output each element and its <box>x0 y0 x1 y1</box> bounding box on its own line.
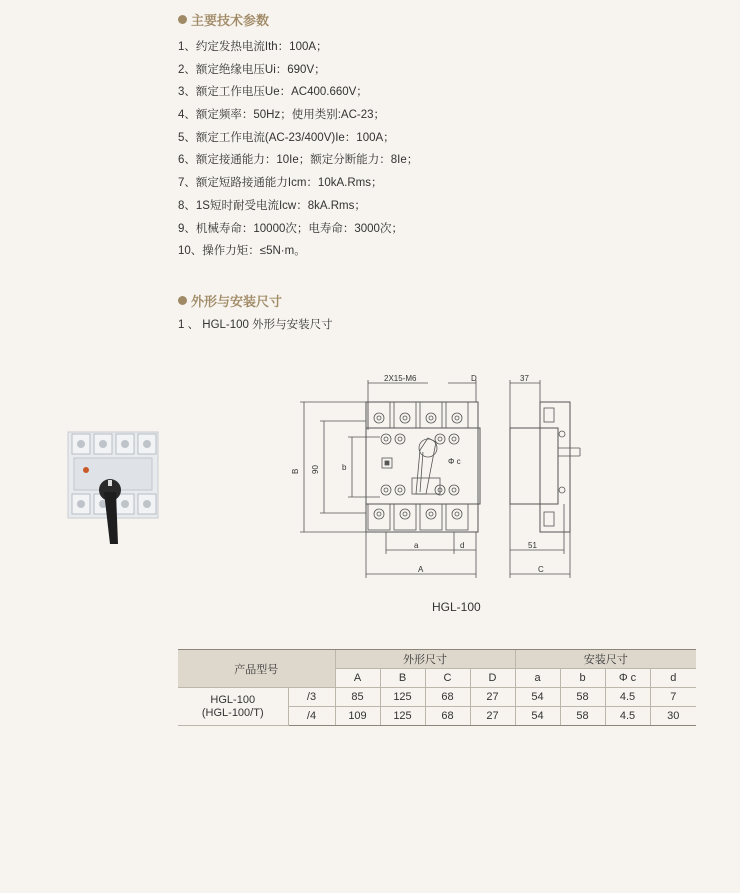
dimension-table <box>178 649 696 726</box>
table-cell: 109 <box>335 707 380 726</box>
spec-item: 2、额定绝缘电压Ui：690V； <box>178 63 326 76</box>
table-cell: 27 <box>470 688 515 707</box>
table-header-outline: 外形尺寸 <box>335 650 515 669</box>
spec-item: 4、额定频率：50Hz；使用类别:AC-23； <box>178 109 386 122</box>
table-cell: 125 <box>380 688 425 707</box>
section-title-specs <box>178 10 269 29</box>
dim-label-51: 51 <box>528 541 537 550</box>
table-col-D: D <box>470 669 515 688</box>
section-title-text: 主要技术参数 <box>191 13 270 28</box>
table-col-C: C <box>425 669 470 688</box>
table-cell: 7 <box>650 688 696 707</box>
dim-label-37: 37 <box>520 374 529 383</box>
table-cell: 54 <box>515 688 560 707</box>
table-header-install: 安装尺寸 <box>515 650 696 669</box>
spec-item: 6、额定接通能力：10Ie；额定分断能力：8Ie； <box>178 154 419 167</box>
dim-label-d: d <box>460 541 465 550</box>
spec-list <box>178 36 418 263</box>
spec-item: 1、约定发热电流Ith：100A； <box>178 41 328 53</box>
drawing-caption: HGL-100 <box>432 600 481 614</box>
table-cell: 85 <box>335 688 380 707</box>
spec-item: 5、额定工作电流(AC-23/400V)Ie：100A； <box>178 131 395 144</box>
dim-label-D: D <box>471 374 477 383</box>
table-cell: 4.5 <box>605 707 650 726</box>
table-cell: 30 <box>650 707 696 726</box>
table-col-phic: Φ c <box>605 669 650 688</box>
dim-label-a: a <box>414 541 419 550</box>
product-photo <box>64 428 162 550</box>
table-col-d: d <box>650 669 696 688</box>
model-name: HGL-100 <box>210 693 256 706</box>
bullet-dot-icon <box>178 296 187 305</box>
table-cell: 68 <box>425 688 470 707</box>
table-model-cell <box>178 688 288 726</box>
table-row <box>178 688 696 707</box>
section-title-text: 外形与安装尺寸 <box>191 294 283 309</box>
dim-label-A: A <box>418 565 424 574</box>
table-col-B: B <box>380 669 425 688</box>
dim-label-thread: 2X15-M6 <box>384 374 417 383</box>
spec-item: 9、机械寿命：10000次；电寿命：3000次； <box>178 222 403 235</box>
table-cell: 4.5 <box>605 688 650 707</box>
table-cell: 54 <box>515 707 560 726</box>
table-header-model: 产品型号 <box>178 650 335 688</box>
section-title-dimensions <box>178 291 282 310</box>
dim-label-C: C <box>538 565 544 574</box>
table-cell: 125 <box>380 707 425 726</box>
table-cell: 58 <box>560 688 605 707</box>
spec-item: 10、操作力矩：≤5N·m。 <box>178 245 306 258</box>
bullet-dot-icon <box>178 15 187 24</box>
dim-label-B: B <box>291 468 300 474</box>
dim-label-phic: Φ c <box>448 457 461 466</box>
table-pole: /4 <box>288 707 335 726</box>
table-col-b: b <box>560 669 605 688</box>
table-cell: 27 <box>470 707 515 726</box>
dimension-subtitle: 1 、 HGL-100 外形与安装尺寸 <box>178 319 333 331</box>
table-cell: 58 <box>560 707 605 726</box>
dim-label-b: b <box>342 463 347 472</box>
table-cell: 68 <box>425 707 470 726</box>
dimension-drawing <box>290 372 590 582</box>
spec-item: 8、1S短时耐受电流Icw：8kA.Rms； <box>178 199 366 212</box>
spec-item: 3、额定工作电压Ue：AC400.660V； <box>178 86 368 99</box>
table-col-A: A <box>335 669 380 688</box>
model-alt: (HGL-100/T) <box>201 706 264 719</box>
dim-label-90: 90 <box>311 465 320 474</box>
table-col-a: a <box>515 669 560 688</box>
spec-item: 7、额定短路接通能力Icm：10kA.Rms； <box>178 177 383 190</box>
table-pole: /3 <box>288 688 335 707</box>
